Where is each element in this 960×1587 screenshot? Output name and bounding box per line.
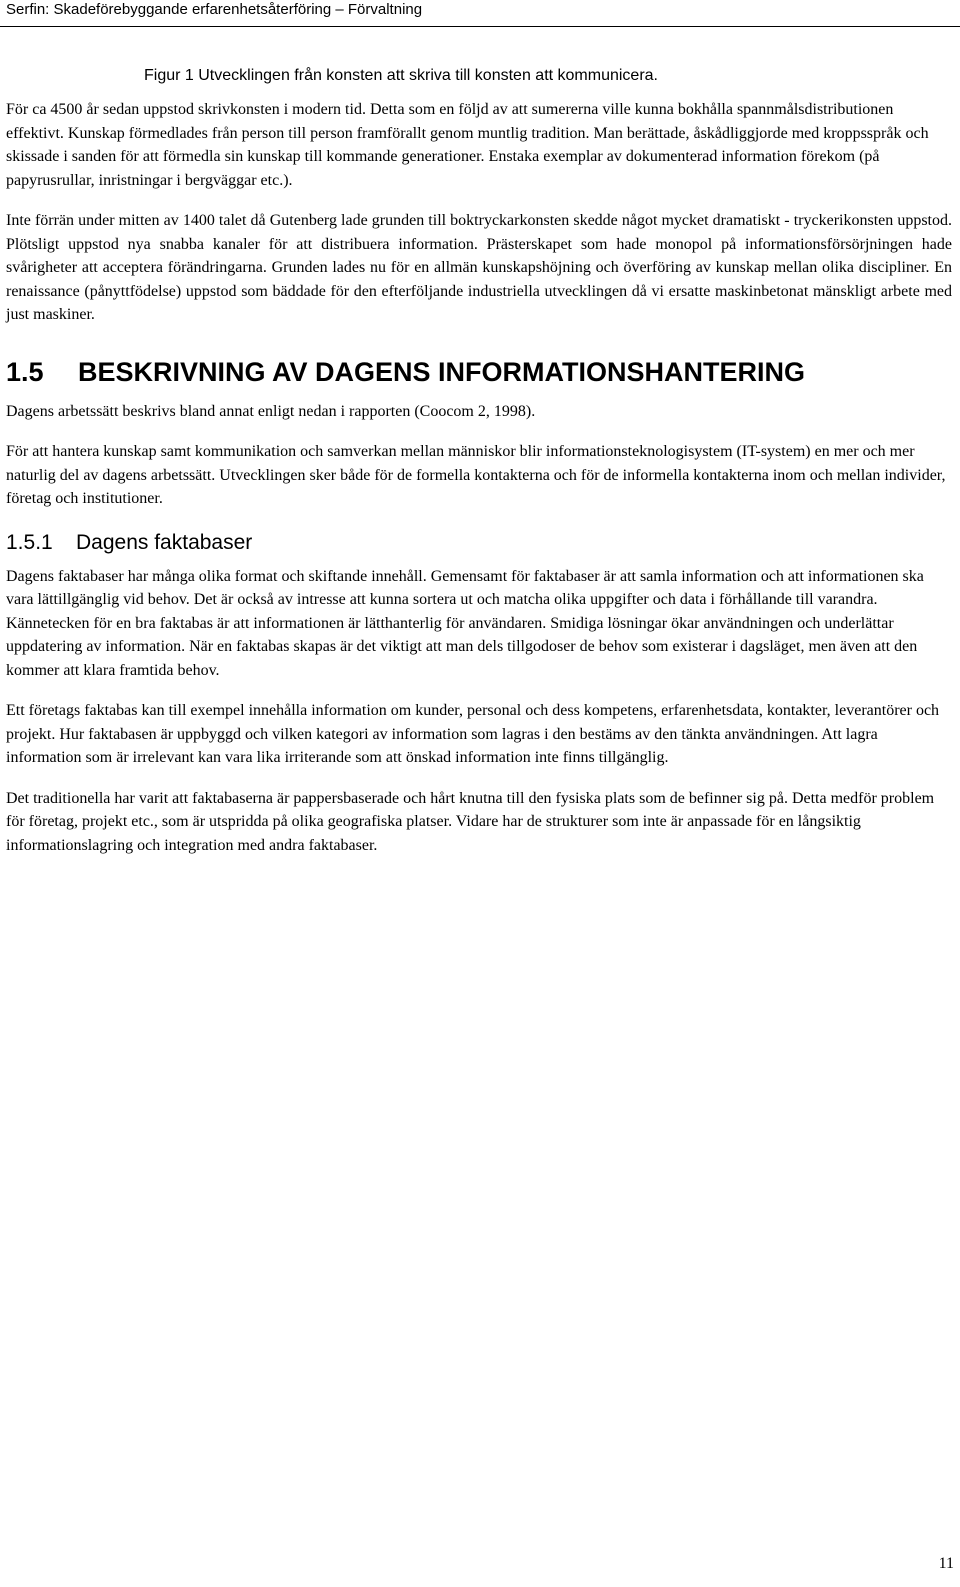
header-title: Serfin: Skadeförebyggande erfarenhetsåterföring – Förvaltning <box>6 1 423 18</box>
paragraph-intro: Dagens arbetssätt beskrivs bland annat enligt nedan i rapporten (Coocom 2, 1998). <box>6 402 536 420</box>
paragraph-history-writing: För ca 4500 år sedan uppstod skrivkonsten i modern tid. Detta som en följd av att sumererna ville kunna bokhålla spannmålsdistributionen effektivt. Kunskap förmedlades från person till person framförallt genom muntlig tradition. Man berättade, åskådliggjorde med kroppsspråk och skissade i sanden för att förmedla sin kunskap till kommande generationer. Enstaka exemplar av dokumenterad information förekom (på papyrusrullar, inristningar i bergväggar etc.). <box>6 101 929 189</box>
section-title: BESKRIVNING AV DAGENS INFORMATIONSHANTERING <box>78 356 806 387</box>
paragraph-it-systems: För att hantera kunskap samt kommunikation och samverkan mellan människor blir informationsteknologisystem (IT-system) en mer och mer naturlig del av dagens arbetssätt. Utvecklingen sker både för de formella kontakterna och för de informella kontakterna inom och mellan individer, företag och institutioner. <box>6 443 946 507</box>
subsection-number: 1.5.1 <box>6 530 53 554</box>
subsection-title: Dagens faktabaser <box>76 530 253 554</box>
paragraph-company-faktabas: Ett företags faktabas kan till exempel innehålla information om kunder, personal och dess kompetens, erfarenhetsdata, kontakter, leverantörer och projekt. Hur faktabasen är uppbyggd och vilken kategori av information som lagras i den bestäms av den tänkta användningen. Att lagra information som är irrelevant kan vara lika irriterande som att önskad information inte finns tillgänglig. <box>6 702 940 766</box>
header-divider <box>0 26 960 27</box>
subsection-heading <box>6 531 952 555</box>
page-number: 11 <box>938 1555 954 1572</box>
section-heading <box>6 357 952 387</box>
figure-caption: Figur 1 Utvecklingen från konsten att skriva till konsten att kommunicera. <box>144 67 658 84</box>
document-body <box>6 66 952 857</box>
paragraph-faktabaser: Dagens faktabaser har många olika format och skiftande innehåll. Gemensamt för faktabaser är att samla information och att informationen ska vara lättillgänglig vid behov. Det är också av intresse att kunna sortera ut och matcha olika uppgifter och data i förhållande till varandra. Kännetecken för en bra faktabas är att informationen är lätthanterlig för användaren. Smidiga lösningar ökar användningen och underlättar uppdatering av information. När en faktabas skapas är det viktigt att man dels tillgodoser de behov som existerar i dagsläget, men även att den kommer att klara framtida behov. <box>6 567 924 679</box>
paragraph-gutenberg: Inte förrän under mitten av 1400 talet då Gutenberg lade grunden till boktryckarkonsten skedde något mycket dramatiskt - tryckerikonsten uppstod. Plötsligt uppstod nya snabba kanaler för att distribuera information. Prästerskapet som hade monopol på informationsförsörjningen hade svårigheter att acceptera förändringarna. Grunden lades nu för en allmän kunskapshöjning och överföring av kunskap mellan olika discipliner. En renaissance (pånyttfödelse) uppstod som bäddade för den efterföljande industriella utvecklingen då vi ersatte maskinbetonat mänskligt arbete med just maskiner. <box>6 212 952 323</box>
section-number: 1.5 <box>6 356 44 387</box>
paragraph-traditional: Det traditionella har varit att faktabaserna är pappersbaserade och hårt knutna till den fysiska plats som de befinner sig på. Detta medför problem för företag, projekt etc., som är utspridda på olika geografiska platser. Vidare har de strukturer som inte är anpassade för en långsiktig informationslagring och integration med andra faktabaser. <box>6 789 935 854</box>
page-header <box>0 0 960 28</box>
